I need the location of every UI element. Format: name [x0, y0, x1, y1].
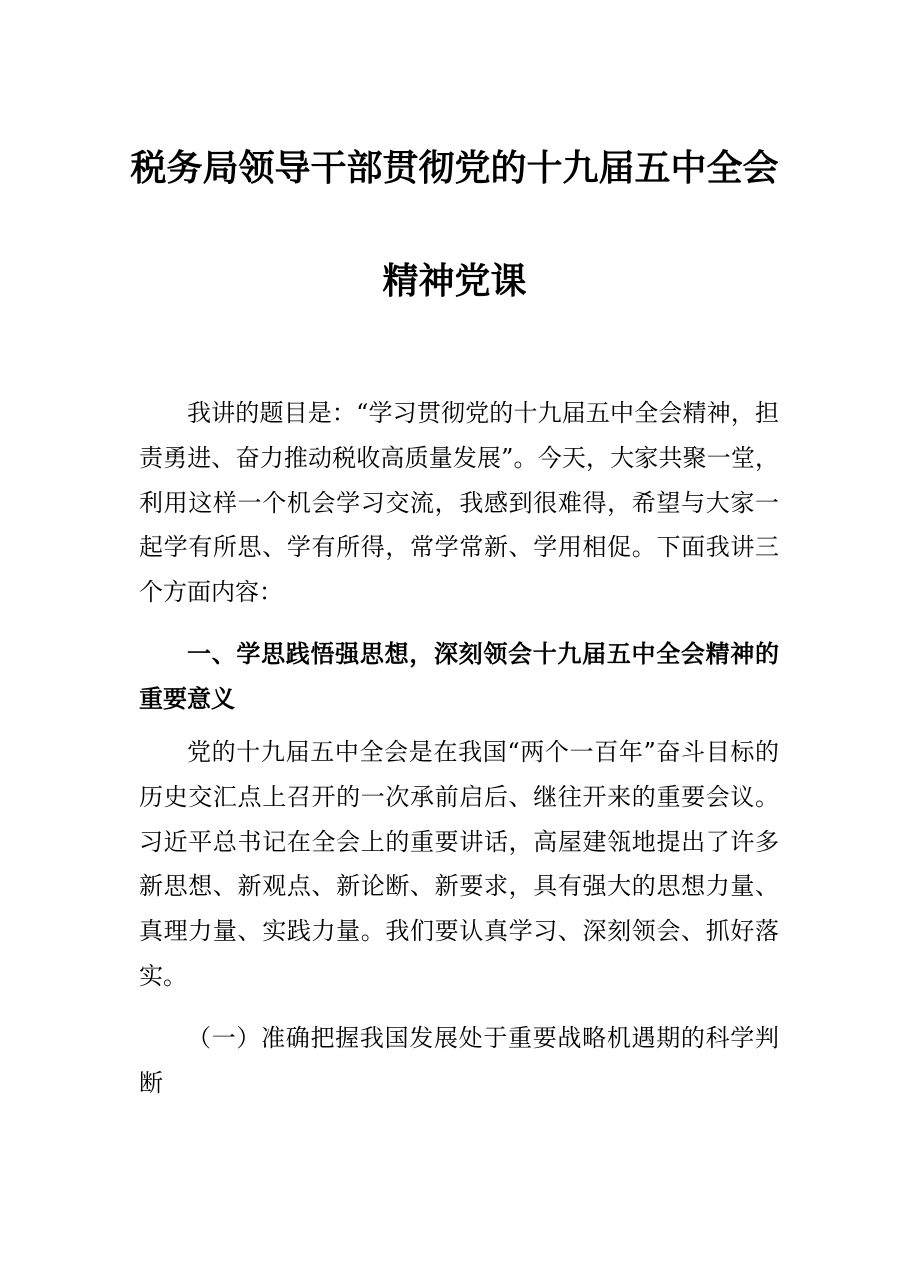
document-title-line-1: 税务局领导干部贯彻党的十九届五中全会: [130, 147, 779, 189]
document-title-line-2: 精神党课: [382, 260, 527, 302]
section-1-paragraph: 党的十九届五中全会是在我国“两个一百年”奋斗目标的历史交汇点上召开的一次承前启后、继往开来的重要会议。习近平总书记在全会上的重要讲话，高屋建瓴地提出了许多新思想、新观点、新论断、新要求，具有强大的思想力量、真理力量、实践力量。我们要认真学习、深刻领会、抓好落实。: [139, 738, 779, 990]
section-heading-1: 一、学思践悟强思想，深刻领会十九届五中全会精神的重要意义: [139, 639, 779, 713]
intro-paragraph: 我讲的题目是：“学习贯彻党的十九届五中全会精神，担责勇进、奋力推动税收高质量发展”。今天，大家共聚一堂，利用这样一个机会学习交流，我感到很难得，希望与大家一起学有所思、学有所得，常学常新、学用相促。下面我讲三个方面内容：: [139, 399, 779, 607]
subsection-heading-1: （一）准确把握我国发展处于重要战略机遇期的科学判断: [139, 1024, 779, 1097]
